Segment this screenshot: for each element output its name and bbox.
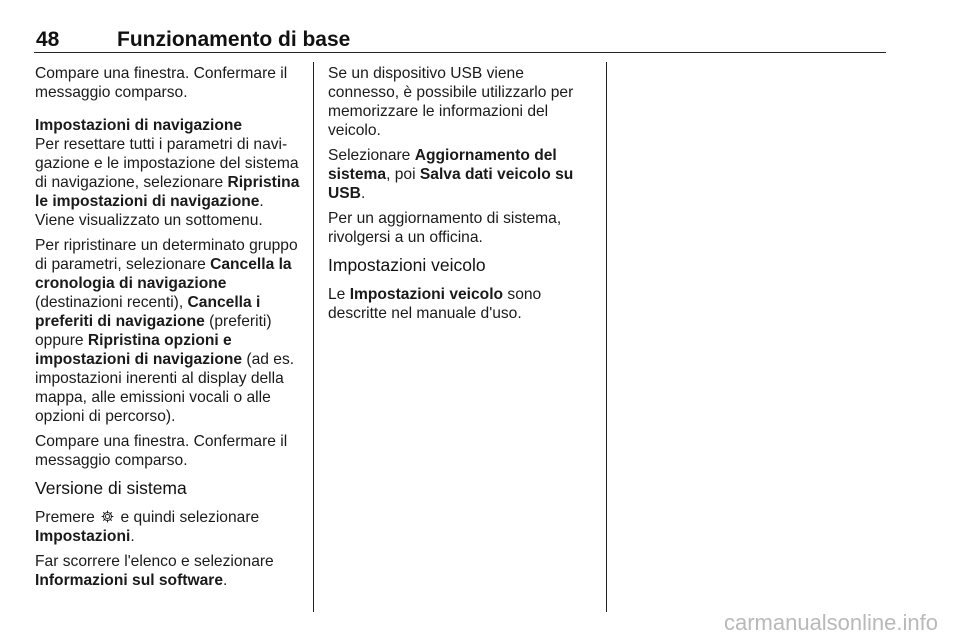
- menu-option-reset-navigation: Ripristina le impostazioni di navigazione: [35, 174, 300, 210]
- text: .: [360, 185, 366, 202]
- header-divider: [34, 52, 886, 53]
- menu-option-clear-favourites: Cancella i preferiti di navigazione: [35, 294, 261, 330]
- column-divider-2: [606, 62, 607, 612]
- text: Selezionare: [328, 147, 415, 164]
- heading-system-version: Versione di sistema: [35, 478, 187, 498]
- text: . Viene visualizzato un sottomenu.: [35, 193, 264, 229]
- text: Premere: [35, 509, 95, 526]
- left-column: [35, 64, 307, 596]
- paragraph-reset-group: [35, 236, 307, 426]
- menu-option-vehicle-settings: Impostazioni veicolo: [349, 286, 504, 303]
- paragraph-software-info: [35, 552, 307, 590]
- paragraph-confirm-1: Compare una finestra. Confermare il messaggio comparso.: [35, 65, 288, 101]
- text: Le: [328, 286, 350, 303]
- page-title: Funzionamento di base: [117, 28, 351, 51]
- right-column: [328, 64, 598, 329]
- text: e quindi selezionare: [120, 509, 260, 526]
- menu-option-software-info: Informazioni sul software: [35, 572, 224, 589]
- gear-icon: [101, 510, 114, 523]
- text: (ad es. impostazioni inerenti al display della mappa, alle emissioni vocali o alle opzioni di percorso).: [35, 351, 295, 425]
- paragraph-select-update: [328, 146, 598, 203]
- text: Far scorrere l'elenco e selezionare: [35, 553, 274, 570]
- menu-option-restore-options: Ripristina opzioni e impostazioni di navigazione: [35, 332, 243, 368]
- text: Per resettare tutti i parametri di navi-gazione e le impostazione del sistema di navigazione, selezionare: [35, 136, 299, 191]
- text: (destinazioni recenti),: [35, 294, 188, 311]
- column-divider-1: [313, 62, 314, 612]
- text: sono descritte nel manuale d'uso.: [328, 286, 542, 322]
- menu-option-settings: Impostazioni: [35, 528, 131, 545]
- paragraph-usb: Se un dispositivo USB viene connesso, è possibile utilizzarlo per memorizzare le informazioni del veicolo.: [328, 65, 574, 139]
- watermark: carmanualsonline.info: [723, 610, 938, 635]
- text: , poi: [386, 166, 420, 183]
- menu-option-system-update: Aggiornamento del sistema: [328, 147, 557, 183]
- text: .: [223, 572, 228, 589]
- page-number: 48: [36, 28, 60, 51]
- heading-vehicle-settings: Impostazioni veicolo: [328, 255, 486, 275]
- text: .: [130, 528, 135, 545]
- paragraph-vehicle-settings: [328, 285, 598, 323]
- menu-option-save-to-usb: Salva dati veicolo su USB: [328, 166, 574, 202]
- paragraph-workshop: Per un aggiornamento di sistema, rivolgersi a un officina.: [328, 210, 562, 246]
- paragraph-reset-all: [35, 135, 307, 230]
- paragraph-press-settings: [35, 508, 307, 546]
- text: Per ripristinare un determinato gruppo di parametri, selezionare: [35, 237, 298, 273]
- text: (preferiti) oppure: [35, 313, 272, 349]
- paragraph-confirm-2: Compare una finestra. Confermare il messaggio comparso.: [35, 433, 288, 469]
- menu-option-clear-history: Cancella la cronologia di navigazione: [35, 256, 292, 292]
- heading-navigation-settings: Impostazioni di navigazione: [35, 117, 243, 134]
